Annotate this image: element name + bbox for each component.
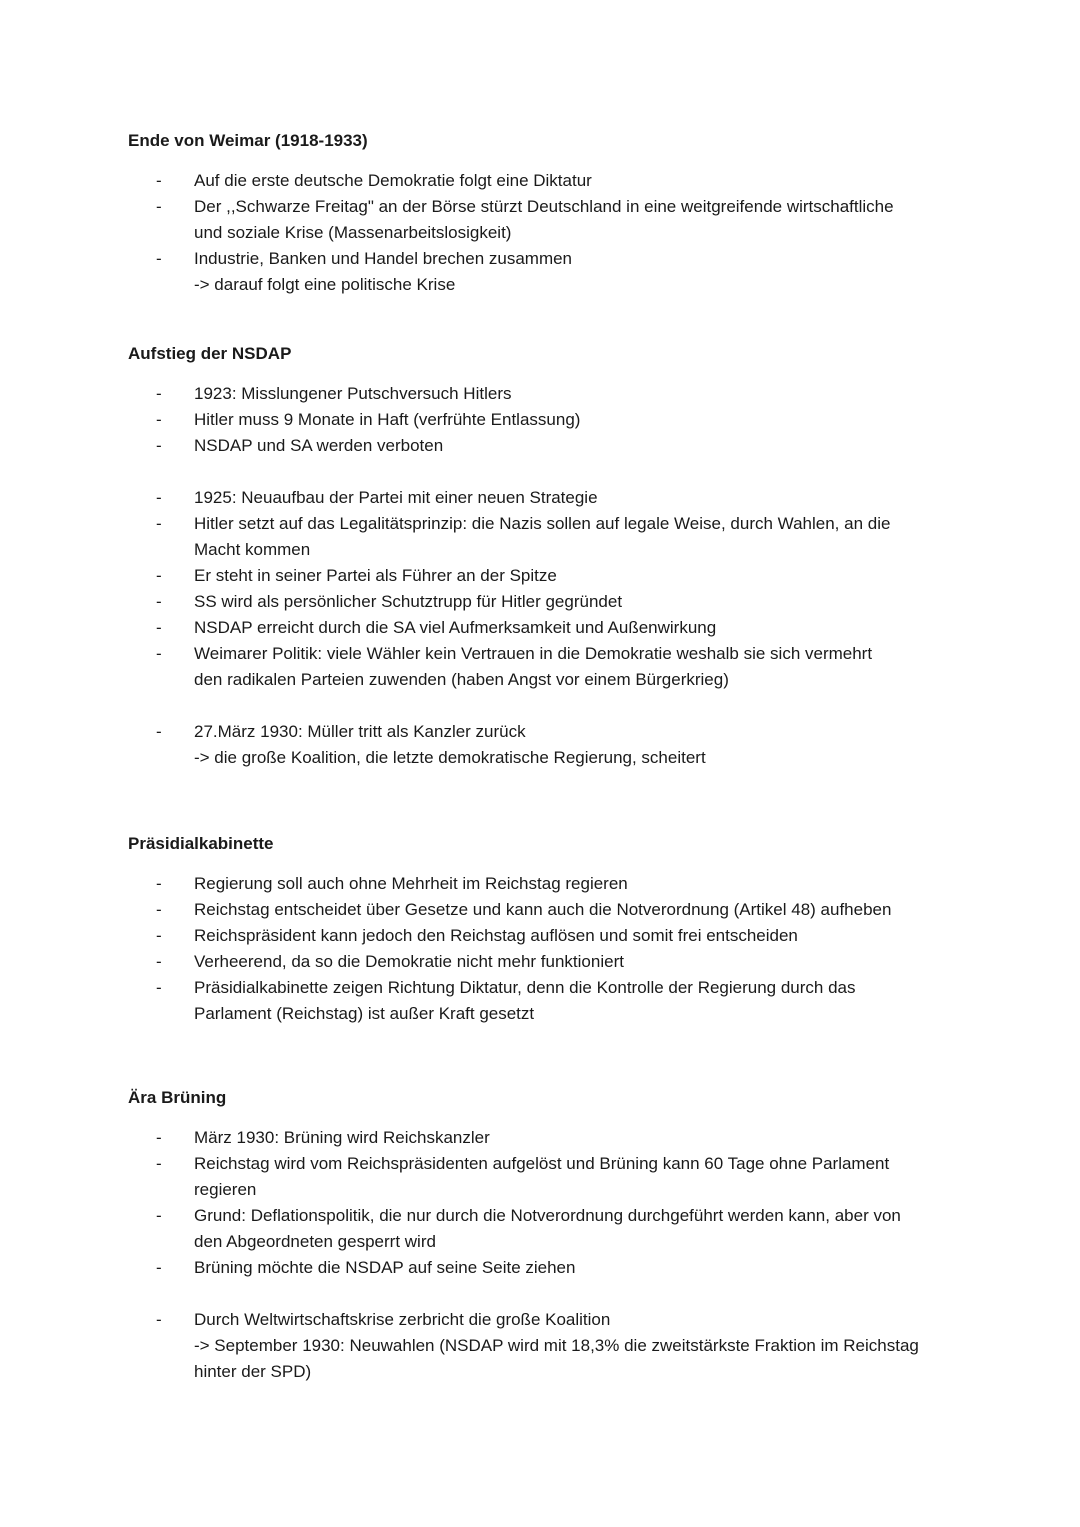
list-item-text: Präsidialkabinette zeigen Richtung Diktatur, denn die Kontrolle der Regierung durch das [194,978,856,997]
bullet-dash: - [156,1258,162,1277]
list-item-text: Der ,,Schwarze Freitag" an der Börse stürzt Deutschland in eine weitgreifende wirtschaftliche [194,197,894,216]
list-item-text: Reichstag wird vom Reichspräsidenten aufgelöst und Brüning kann 60 Tage ohne Parlament [194,1154,890,1173]
list-item [128,1125,968,1151]
list-item-text: Er steht in seiner Partei als Führer an der Spitze [194,566,557,585]
bullet-dash: - [156,197,162,216]
group-gap [128,1281,968,1307]
heading-spacer [128,154,968,168]
list-item [128,1307,968,1385]
list-item [128,1203,968,1255]
list-item [128,897,968,923]
list-item [128,1151,968,1203]
bullet-dash: - [156,926,162,945]
list-item-text: Grund: Deflationspolitik, die nur durch die Notverordnung durchgeführt werden kann, aber von [194,1206,901,1225]
section-heading: Ende von Weimar (1918-1933) [128,131,368,150]
list-item-text: -> September 1930: Neuwahlen (NSDAP wird mit 18,3% die zweitstärkste Fraktion im Reichstag [194,1336,919,1355]
list-item-text: Durch Weltwirtschaftskrise zerbricht die große Koalition [194,1310,611,1329]
list-item [128,433,968,459]
section-aufstieg-der-nsdap [128,341,968,771]
list-item-text: Hitler setzt auf das Legalitätsprinzip: die Nazis sollen auf legale Weise, durch Wahlen, an die [194,514,891,533]
list-item [128,563,968,589]
list-item-text: 1923: Misslungener Putschversuch Hitlers [194,384,512,403]
list-item-text: Industrie, Banken und Handel brechen zusammen [194,249,573,268]
list-item-text: 27.März 1930: Müller tritt als Kanzler zurück [194,722,526,741]
list-item [128,949,968,975]
list-item-text: den radikalen Parteien zuwenden (haben Angst vor einem Bürgerkrieg) [194,670,729,689]
bullet-list [128,1307,968,1385]
bullet-dash: - [156,514,162,533]
bullet-dash: - [156,618,162,637]
bullet-list [128,381,968,459]
list-item [128,871,968,897]
list-item-text: Brüning möchte die NSDAP auf seine Seite ziehen [194,1258,576,1277]
list-item-text: Regierung soll auch ohne Mehrheit im Reichstag regieren [194,874,628,893]
list-item [128,615,968,641]
section-ende-von-weimar [128,128,968,298]
list-item [128,381,968,407]
bullet-dash: - [156,722,162,741]
list-item-text: Weimarer Politik: viele Wähler kein Vertrauen in die Demokratie weshalb sie sich vermehrt [194,644,873,663]
list-item [128,511,968,563]
list-item-text: Verheerend, da so die Demokratie nicht mehr funktioniert [194,952,624,971]
bullet-dash: - [156,952,162,971]
bullet-dash: - [156,978,162,997]
heading-spacer [128,1111,968,1125]
list-item-text: Auf die erste deutsche Demokratie folgt eine Diktatur [194,171,592,190]
list-item [128,194,968,246]
list-item-text: -> darauf folgt eine politische Krise [194,275,456,294]
list-item-text: hinter der SPD) [194,1362,312,1381]
list-item-text: Macht kommen [194,540,311,559]
group-gap [128,459,968,485]
list-item [128,719,968,771]
bullet-dash: - [156,566,162,585]
list-item [128,407,968,433]
bullet-list [128,168,968,298]
bullet-dash: - [156,900,162,919]
list-item-text: Reichstag entscheidet über Gesetze und kann auch die Notverordnung (Artikel 48) aufheben [194,900,892,919]
bullet-dash: - [156,171,162,190]
bullet-dash: - [156,488,162,507]
list-item-text: Parlament (Reichstag) ist außer Kraft gesetzt [194,1004,535,1023]
bullet-list [128,485,968,693]
list-item-text: regieren [194,1180,257,1199]
list-item [128,1255,968,1281]
list-item-text: NSDAP erreicht durch die SA viel Aufmerksamkeit und Außenwirkung [194,618,717,637]
bullet-dash: - [156,644,162,663]
list-item-text: -> die große Koalition, die letzte demokratische Regierung, scheitert [194,748,706,767]
section-aera-bruening [128,1085,968,1385]
list-item-text: 1925: Neuaufbau der Partei mit einer neuen Strategie [194,488,598,507]
group-gap [128,693,968,719]
list-item [128,975,968,1027]
list-item [128,589,968,615]
bullet-dash: - [156,1128,162,1147]
list-item-text: Reichspräsident kann jedoch den Reichstag auflösen und somit frei entscheiden [194,926,798,945]
section-praesidialkabinette [128,831,968,1027]
bullet-dash: - [156,410,162,429]
list-item-text: NSDAP und SA werden verboten [194,436,444,455]
bullet-list [128,1125,968,1281]
bullet-dash: - [156,436,162,455]
list-item-text: März 1930: Brüning wird Reichskanzler [194,1128,490,1147]
bullet-dash: - [156,1154,162,1173]
bullet-dash: - [156,1310,162,1329]
bullet-dash: - [156,384,162,403]
bullet-list [128,871,968,1027]
section-heading: Präsidialkabinette [128,834,274,853]
bullet-dash: - [156,1206,162,1225]
list-item-text: und soziale Krise (Massenarbeitslosigkeit) [194,223,512,242]
list-item [128,641,968,693]
bullet-dash: - [156,874,162,893]
section-heading: Aufstieg der NSDAP [128,344,292,363]
list-item [128,485,968,511]
list-item [128,246,968,298]
list-item-text: SS wird als persönlicher Schutztrupp für Hitler gegründet [194,592,623,611]
list-item [128,168,968,194]
bullet-list [128,719,968,771]
list-item-text: Hitler muss 9 Monate in Haft (verfrühte Entlassung) [194,410,581,429]
list-item-text: den Abgeordneten gesperrt wird [194,1232,436,1251]
heading-spacer [128,857,968,871]
section-heading: Ära Brüning [128,1088,227,1107]
list-item [128,923,968,949]
bullet-dash: - [156,592,162,611]
bullet-dash: - [156,249,162,268]
heading-spacer [128,367,968,381]
